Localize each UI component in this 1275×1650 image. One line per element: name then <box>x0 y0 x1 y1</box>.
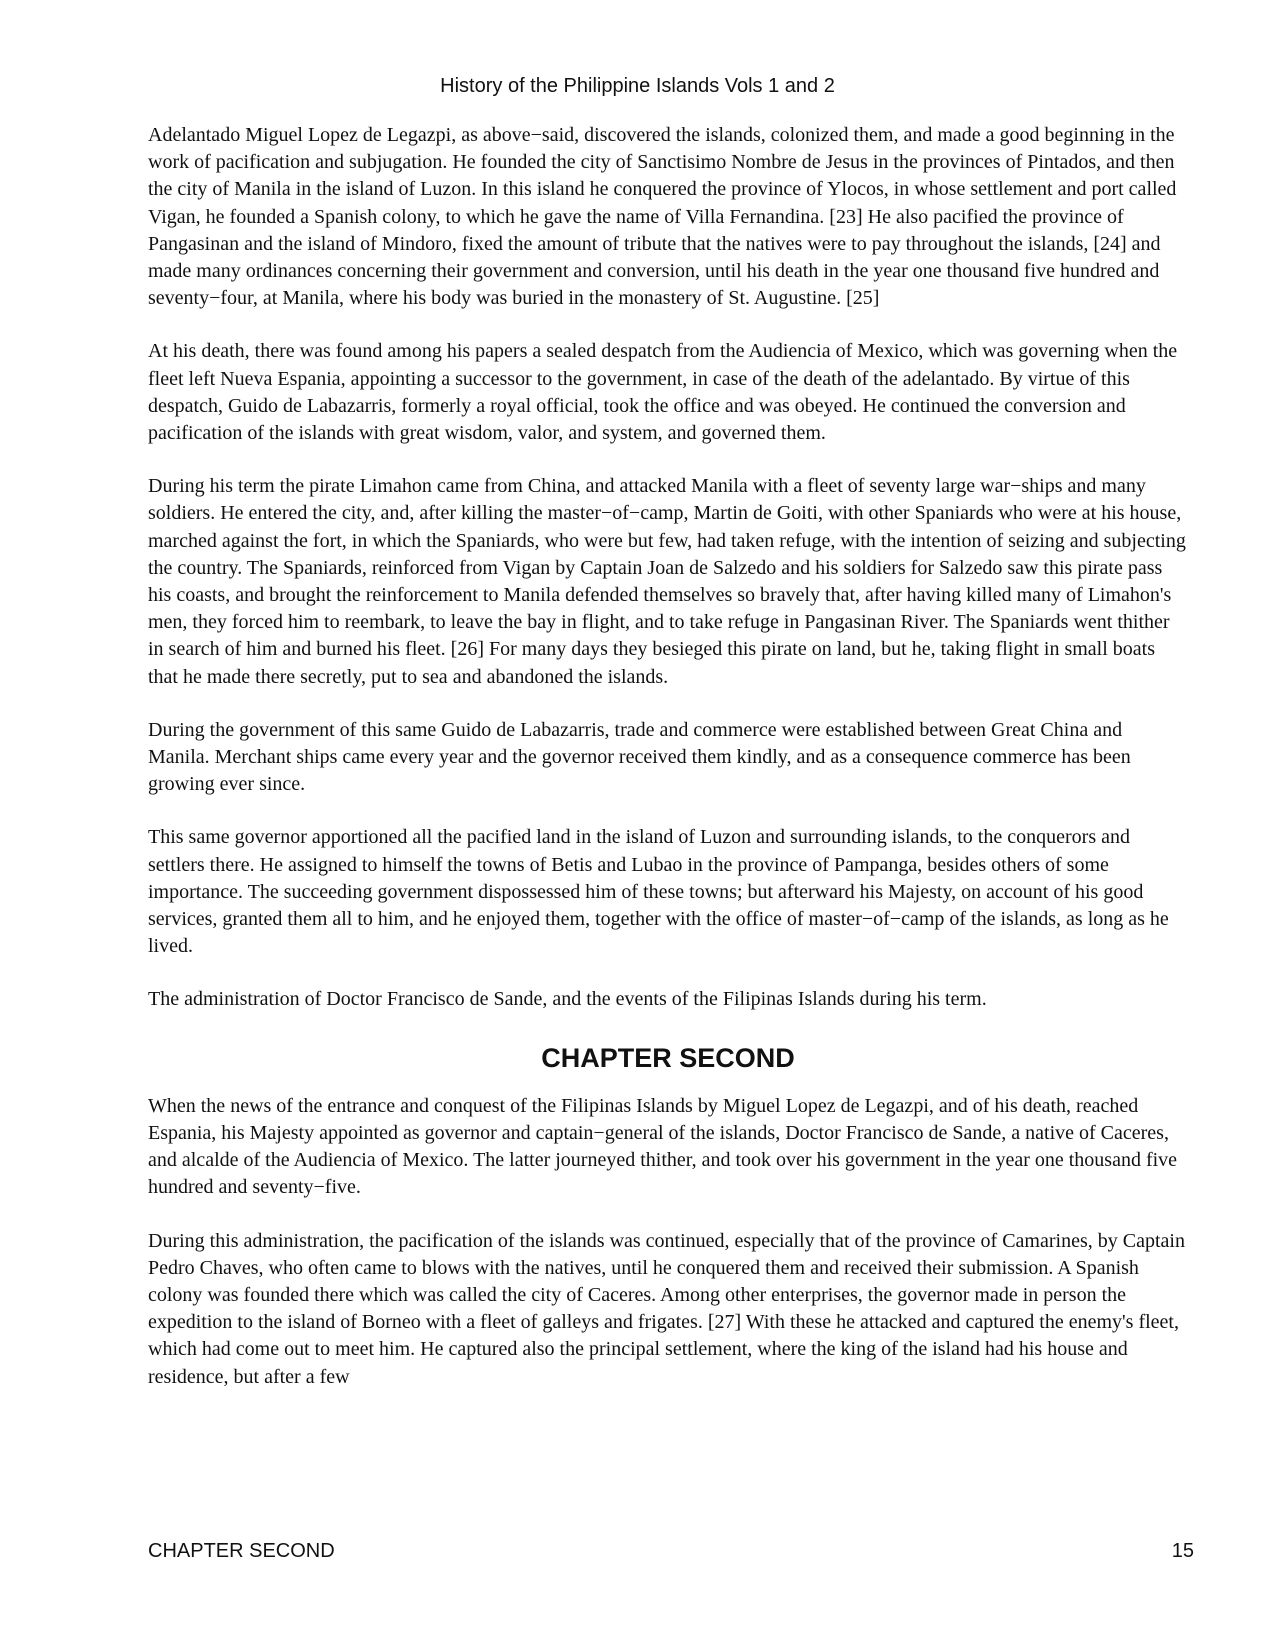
page-body <box>148 122 1188 1417</box>
page-number: 15 <box>1171 1540 1194 1562</box>
paragraph: During this administration, the pacification of the islands was continued, especially that of the province of Camarines, by Captain Pedro Chaves, who often came to blows with the natives, until he conquered them and received their submission. A Spanish colony was founded there which was called the city of Caceres. Among other enterprises, the governor made in person the expedition to the island of Borneo with a fleet of galleys and frigates. [27] With these he attacked and captured the enemy's fleet, which had come out to meet him. He captured also the principal settlement, where the king of the island had his house and residence, but after a few <box>148 1229 1185 1388</box>
paragraph: The administration of Doctor Francisco de Sande, and the events of the Filipinas Islands during his term. <box>148 988 987 1011</box>
paragraph: Adelantado Miguel Lopez de Legazpi, as above−said, discovered the islands, colonized them, and made a good beginning in the work of pacification and subjugation. He founded the city of Sanctisimo Nombre de Jesus in the provinces of Pintados, and then the city of Manila in the island of Luzon. In this island he conquered the province of Ylocos, in whose settlement and port called Vigan, he founded a Spanish colony, to which he gave the name of Villa Fernandina. [23] He also pacified the province of Pangasinan and the island of Mindoro, fixed the amount of tribute that the natives were to pay throughout the islands, [24] and made many ordinances concerning their government and conversion, until his death in the year one thousand five hundred and seventy−four, at Manila, where his body was buried in the monastery of St. Augustine. [25] <box>148 124 1177 310</box>
paragraph: At his death, there was found among his papers a sealed despatch from the Audiencia of Mexico, which was governing when the fleet left Nueva Espania, appointing a successor to the government, in case of the death of the adelantado. By virtue of this despatch, Guido de Labazarris, formerly a royal official, took the office and was obeyed. He continued the conversion and pacification of the islands with great wisdom, valor, and system, and governed them. <box>148 340 1178 445</box>
paragraph: During the government of this same Guido de Labazarris, trade and commerce were established between Great China and Manila. Merchant ships came every year and the governor received them kindly, and as a consequence commerce has been growing ever since. <box>148 718 1131 796</box>
chapter-heading: CHAPTER SECOND <box>541 1042 795 1073</box>
paragraph: During his term the pirate Limahon came from China, and attacked Manila with a fleet of seventy large war−ships and many soldiers. He entered the city, and, after killing the master−of−camp, Martin de Goiti, with other Spaniards who were at his house, marched against the fort, in which the Spaniards, who were but few, had taken refuge, with the intention of seizing and subjecting the country. The Spaniards, reinforced from Vigan by Captain Joan de Salzedo and his soldiers for Salzedo saw this pirate pass his coasts, and brought the reinforcement to Manila defended themselves so bravely that, after having killed many of Limahon's men, they forced him to reembark, to leave the bay in flight, and to take refuge in Pangasinan River. The Spaniards went thither in search of him and burned his fleet. [26] For many days they besieged this pirate on land, but he, taking flight in small boats that he made there secretly, put to sea and abandoned the islands. <box>148 475 1186 688</box>
paragraph: When the news of the entrance and conquest of the Filipinas Islands by Miguel Lopez de Legazpi, and of his death, reached Espania, his Majesty appointed as governor and captain−general of the islands, Doctor Francisco de Sande, a native of Caceres, and alcalde of the Audiencia of Mexico. The latter journeyed thither, and took over his government in the year one thousand five hundred and seventy−five. <box>148 1094 1178 1199</box>
footer-section-title: CHAPTER SECOND <box>148 1540 335 1562</box>
running-header-title: History of the Philippine Islands Vols 1 and 2 <box>440 75 835 97</box>
paragraph: This same governor apportioned all the pacified land in the island of Luzon and surrounding islands, to the conquerors and settlers there. He assigned to himself the towns of Betis and Lubao in the province of Pampanga, besides others of some importance. The succeeding government dispossessed him of these towns; but afterward his Majesty, on account of his good services, granted them all to him, and he enjoyed them, together with the office of master−of−camp of the islands, as long as he lived. <box>148 826 1169 958</box>
